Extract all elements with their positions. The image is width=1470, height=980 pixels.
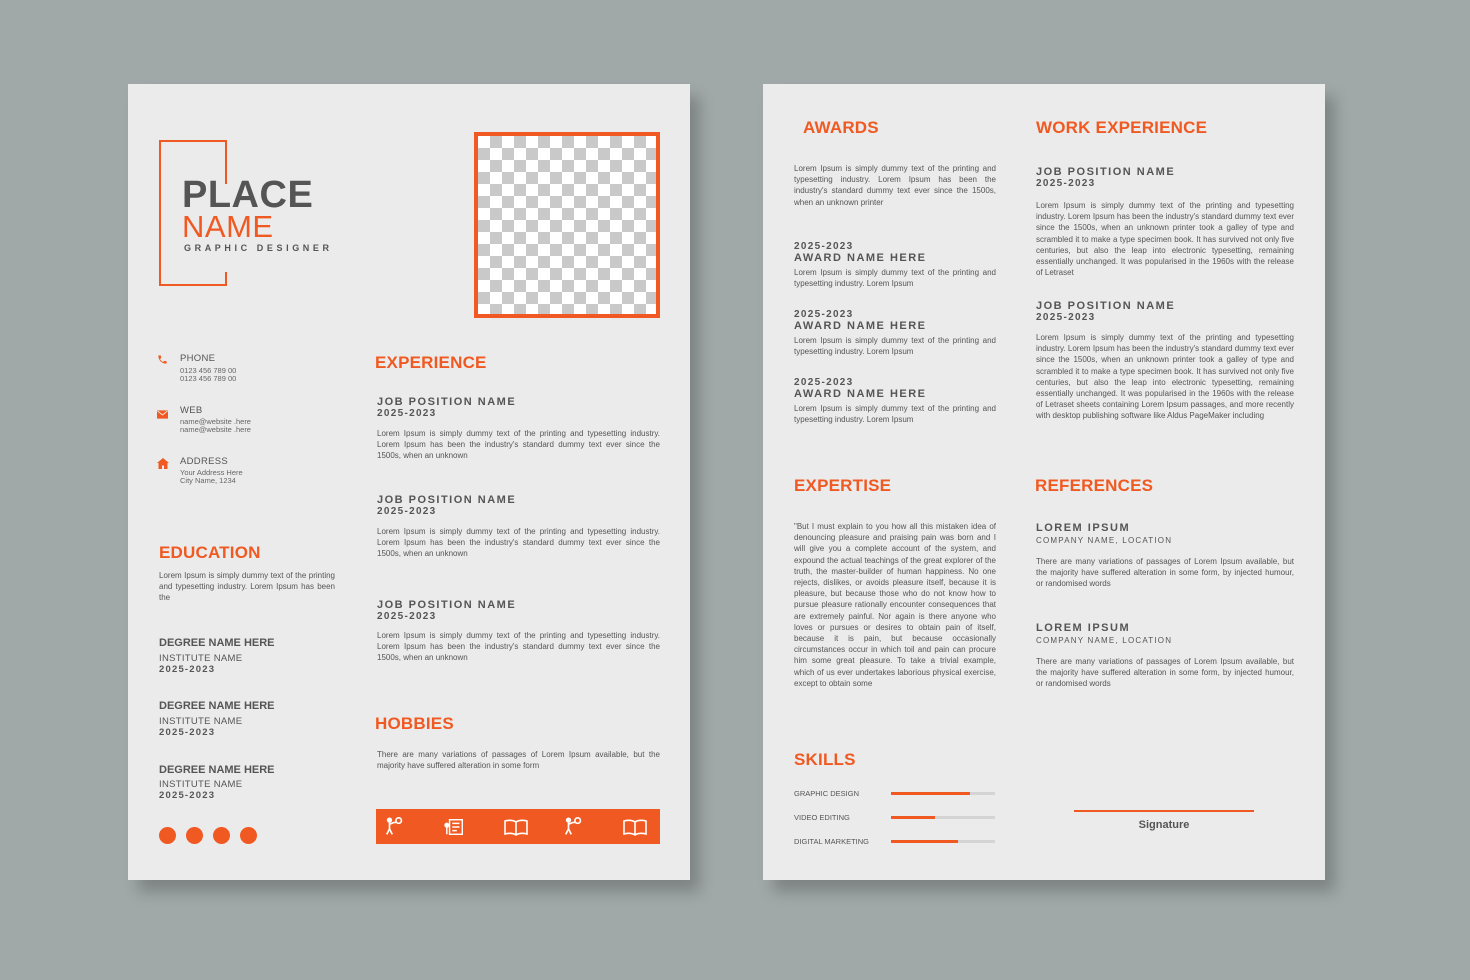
badminton-icon [384, 816, 406, 843]
degree-date-3: 2025-2023 [159, 790, 216, 801]
work-experience-heading: WORK EXPERIENCE [1036, 118, 1208, 137]
award-name-1: AWARD NAME HERE [794, 252, 927, 264]
experience-job-text-1: Lorem Ipsum is simply dummy text of the printing and typesetting industry. Lorem Ipsum has been the industry's standard dummy text ever since the 1500s, when an unknown [377, 429, 660, 461]
decor-dot-1 [159, 827, 176, 844]
role-title: GRAPHIC DESIGNER [184, 243, 333, 253]
envelope-icon [157, 406, 168, 424]
reference-company-1: COMPANY NAME, LOCATION [1036, 536, 1173, 545]
degree-date-2: 2025-2023 [159, 727, 216, 738]
contact-phone-line-1: 0123 456 789 00 [180, 366, 237, 375]
experience-job-text-2: Lorem Ipsum is simply dummy text of the printing and typesetting industry. Lorem Ipsum has been the industry's standard dummy text ever since the 1500s, when an unknown [377, 527, 660, 559]
contact-address-line-2: City Name, 1234 [180, 476, 236, 485]
experience-job-date-2: 2025-2023 [377, 506, 437, 517]
expertise-text: "But I must explain to you how all this mistaken idea of denouncing pleasure and praising pain was born and I will give you a complete account of the system, and expound the actual teachings of the great explorer of the truth, the master-builder of human happiness. No one rejects, dislikes, or avoids pleasure itself, because it is pleasure, but because those who do not know how to pursue pleasure rationally encounter consequences that are extremely painful. Nor again is there anyone who loves or pursues or desires to obtain pain of itself, because it is pain, but because occasionally circumstances occur in which toil and pain can procure him some great pleasure. To take a trivial example, which of us ever undertakes laborious physical exercise, except to obtain some [794, 522, 996, 688]
degree-name-2: DEGREE NAME HERE [159, 700, 275, 712]
skill-bar-fill [891, 840, 958, 843]
experience-job-date-1: 2025-2023 [377, 408, 437, 419]
hobbies-text: There are many variations of passages of Lorem Ipsum available, but the majority have suffered alteration in some form [377, 750, 660, 771]
contact-address-line-1: Your Address Here [180, 468, 243, 477]
work-job-title-2: JOB POSITION NAME [1036, 300, 1176, 312]
award-text-3: Lorem Ipsum is simply dummy text of the printing and typesetting industry. Lorem Ipsum [794, 404, 996, 425]
drawing-icon [444, 817, 466, 842]
photo-placeholder [474, 132, 660, 318]
contact-address-label: ADDRESS [180, 456, 229, 467]
badminton-icon [563, 816, 585, 843]
home-icon [157, 456, 169, 474]
award-text-2: Lorem Ipsum is simply dummy text of the printing and typesetting industry. Lorem Ipsum [794, 336, 996, 357]
contact-phone-label: PHONE [180, 353, 216, 364]
institute-name-2: INSTITUTE NAME [159, 716, 243, 727]
work-job-date-1: 2025-2023 [1036, 178, 1096, 189]
institute-name-1: INSTITUTE NAME [159, 653, 243, 664]
skills-heading: SKILLS [794, 750, 856, 769]
resume-page-back [763, 84, 1325, 880]
experience-job-date-3: 2025-2023 [377, 611, 437, 622]
education-text: Lorem Ipsum is simply dummy text of the printing and typesetting industry. Lorem Ipsum has been the [159, 571, 335, 603]
work-job-text-2: Lorem Ipsum is simply dummy text of the printing and typesetting industry. Lorem Ipsum has been the industry's standard dummy text ever since the 1500s, when an unknown printer took a galley of type and scrambled it to make a type specimen book. It has survived not only five centuries, but also the leap into electronic typesetting, remaining essentially unchanged. It was popularised in the 1960s with the release of Letraset sheets containing Lorem Ipsum passages, and more recently with desktop publishing software like Aldus PageMaker including [1036, 333, 1294, 421]
awards-heading: AWARDS [803, 118, 879, 137]
skill-label: VIDEO EDITING [794, 813, 850, 822]
decor-dot-4 [240, 827, 257, 844]
degree-name-1: DEGREE NAME HERE [159, 637, 275, 649]
hobbies-heading: HOBBIES [375, 714, 454, 733]
skill-bar-fill [891, 816, 935, 819]
award-name-3: AWARD NAME HERE [794, 388, 927, 400]
reference-text-1: There are many variations of passages of Lorem Ipsum available, but the majority have suffered alteration in some form, by injected humour, or randomised words [1036, 557, 1294, 589]
experience-job-title-2: JOB POSITION NAME [377, 494, 517, 506]
experience-job-title-3: JOB POSITION NAME [377, 599, 517, 611]
institute-name-3: INSTITUTE NAME [159, 779, 243, 790]
work-job-text-1: Lorem Ipsum is simply dummy text of the printing and typesetting industry. Lorem Ipsum has been the industry's standard dummy text ever since the 1500s, when an unknown printer took a galley of type and scrambled it to make a type specimen book. It has survived not only five centuries, but also the leap into electronic typesetting, remaining essentially unchanged. It was popularised in the 1960s with the release of Letraset [1036, 201, 1294, 278]
references-heading: REFERENCES [1035, 476, 1154, 495]
award-date-1: 2025-2023 [794, 241, 854, 252]
hobbies-icon-bar [376, 809, 660, 844]
award-text-1: Lorem Ipsum is simply dummy text of the printing and typesetting industry. Lorem Ipsum [794, 268, 996, 289]
award-name-2: AWARD NAME HERE [794, 320, 927, 332]
award-date-2: 2025-2023 [794, 309, 854, 320]
name-first: PLACE [182, 174, 314, 216]
resume-page-front [128, 84, 690, 880]
experience-heading: EXPERIENCE [375, 353, 487, 372]
name-last: NAME [182, 209, 274, 244]
signature-line [1074, 810, 1254, 812]
contact-phone-line-2: 0123 456 789 00 [180, 374, 237, 383]
expertise-heading: EXPERTISE [794, 476, 892, 495]
experience-job-title-1: JOB POSITION NAME [377, 396, 517, 408]
decor-dot-3 [213, 827, 230, 844]
skill-label: GRAPHIC DESIGN [794, 789, 860, 798]
skill-bar-fill [891, 792, 970, 795]
degree-date-1: 2025-2023 [159, 664, 216, 675]
signature-label: Signature [1138, 819, 1190, 831]
skill-label: DIGITAL MARKETING [794, 837, 870, 846]
reference-name-2: LOREM IPSUM [1036, 622, 1131, 634]
experience-job-text-3: Lorem Ipsum is simply dummy text of the printing and typesetting industry. Lorem Ipsum has been the industry's standard dummy text ever since the 1500s, when an unknown [377, 631, 660, 663]
book-icon [623, 819, 647, 841]
reference-name-1: LOREM IPSUM [1036, 522, 1131, 534]
contact-web-line-1: name@website .here [180, 417, 251, 426]
reference-company-2: COMPANY NAME, LOCATION [1036, 636, 1173, 645]
skill-bar-track [891, 840, 995, 843]
book-icon [504, 819, 528, 841]
awards-intro: Lorem Ipsum is simply dummy text of the printing and typesetting industry. Lorem Ipsum has been the industry's standard dummy text ever since the 1500s, when an unknown printer [794, 164, 996, 207]
name-bracket-bottom-tick [225, 272, 227, 284]
decor-dot-2 [186, 827, 203, 844]
work-job-date-2: 2025-2023 [1036, 312, 1096, 323]
work-job-title-1: JOB POSITION NAME [1036, 166, 1176, 178]
award-date-3: 2025-2023 [794, 377, 854, 388]
contact-web-line-2: name@website .here [180, 425, 251, 434]
skill-bar-track [891, 816, 995, 819]
skill-bar-track [891, 792, 995, 795]
contact-web-label: WEB [180, 405, 203, 416]
degree-name-3: DEGREE NAME HERE [159, 764, 275, 776]
education-heading: EDUCATION [159, 543, 261, 562]
phone-icon [157, 352, 168, 370]
reference-text-2: There are many variations of passages of Lorem Ipsum available, but the majority have suffered alteration in some form, by injected humour, or randomised words [1036, 657, 1294, 689]
